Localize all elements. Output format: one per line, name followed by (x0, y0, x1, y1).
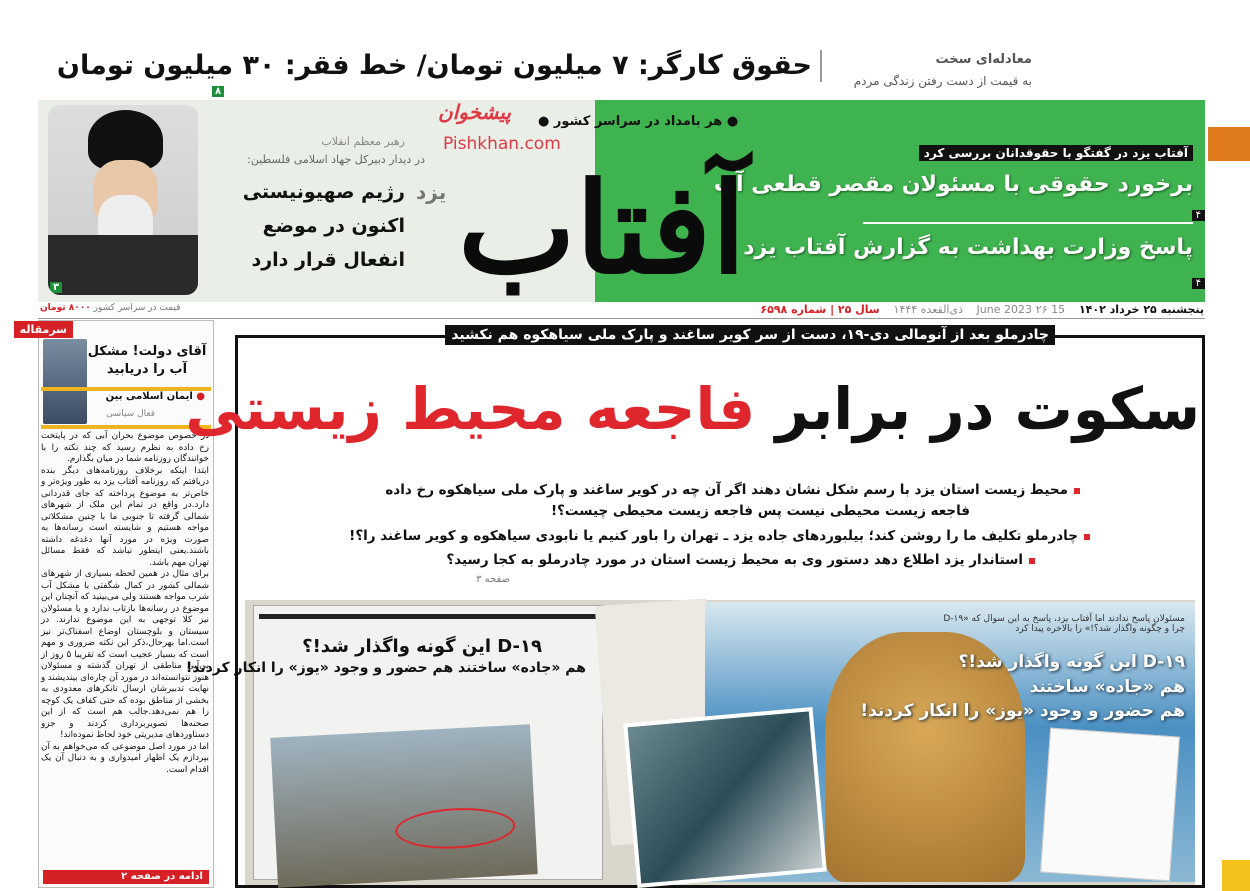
author-photo (43, 339, 87, 424)
dateline (750, 303, 1204, 316)
date-hijri: ۲۶ ذی‌القعده ۱۴۴۴ (893, 303, 1048, 316)
headline-line: D-۱۹ این گونه واگذار شد!؟ (958, 652, 1185, 672)
top-subtitle: به قیمت از دست رفتن زندگی مردم (853, 74, 1032, 88)
paragraph: ابتدا اینکه برخلاف روزنامه‌های دیگر بنده دریافتم که روزنامه آفتاب یزد به طور ویژه‌تر و خاص‌تر به موضوع پرداخته که جای قدردانی دارد.در واقع در تمام این ملک از شهرهای شمالی گرفته تا جنوبی ما با چنین مشکلاتی مواجه هستیم و شایسته است رسانه‌ها به صورت ویژه در مورد آنها دغدغه داشته باشند.یعنی اینطور نباشد که فقط مسائل تهران مهم باشد. (41, 465, 209, 568)
green-headline-1[interactable]: برخورد حقوقی با مسئولان مقصر قطعی آب (713, 172, 1193, 197)
bullet (385, 482, 1080, 498)
bullet-square-icon (1029, 558, 1035, 564)
headline-line: انفعال قرار دارد (251, 249, 405, 271)
logo-subtitle: یزد (416, 180, 447, 204)
lake-photo (623, 707, 827, 888)
corner-tab (1222, 860, 1250, 891)
newspaper-logo: آفتاب (458, 156, 746, 302)
leader-kicker: رهبر معظم انقلاب (321, 135, 405, 148)
column-title[interactable]: آقای دولت! مشکل آب را دریابید (87, 344, 207, 377)
top-headline[interactable]: حقوق کارگر: ۷ میلیون تومان/ خط فقر: ۳۰ میلیون تومان (57, 50, 822, 82)
photo-caption: مسئولان پاسخ ندادند اما آفتاب یزد، پاسخ به این سوال که «D-۱۹ چرا و چگونه واگذار شد؟!» را بالاخره پیدا کرد (943, 614, 1185, 634)
billboard-photo (270, 724, 537, 887)
story-photo-collage (185, 600, 1195, 885)
top-kicker: معادله‌ای سخت (935, 52, 1032, 67)
bullet-square-icon (1074, 488, 1080, 494)
masthead (38, 100, 1205, 302)
clipping-subheadline: هم «جاده» ساختند هم حضور و وجود «یوز» را انکار کردند! (185, 660, 586, 676)
price (40, 303, 180, 313)
newspaper-clipping (185, 605, 603, 880)
page-badge: ۸ (212, 86, 224, 97)
column-tag: سرمقاله (14, 321, 73, 338)
bullet-text: چادرملو تکلیف ما را روشن کند؛ بیلبوردهای جاده یزد ـ تهران را باور کنیم یا نابودی سیاهکوه و کویر ساغند را؟! (349, 528, 1078, 544)
leader-headline[interactable] (243, 175, 405, 277)
bullet-text: محیط زیست استان یزد با رسم شکل نشان دهند اگر آن چه در کویر ساغند و پارک ملی سیاهکوه رخ داده (385, 482, 1068, 498)
photo-headline (860, 650, 1185, 724)
highlight-circle (394, 805, 516, 851)
continue-link[interactable]: ادامه در صفحه ۲ (43, 870, 209, 884)
headline-red: فاجعه محیط زیستی (185, 375, 756, 443)
watermark-persian: پیشخوان (438, 100, 511, 124)
story-kicker: چادرملو بعد از آنومالی دی-۱۹، دست از سر کویر ساغند و پارک ملی سیاهکوه هم نکشید (445, 325, 1055, 345)
divider (38, 318, 1205, 319)
green-headline-2[interactable]: پاسخ وزارت بهداشت به گزارش آفتاب یزد (743, 235, 1193, 260)
bullet (446, 552, 1035, 568)
clipping-header-bar (259, 614, 599, 619)
leader-subkicker: در دیدار دبیرکل جهاد اسلامی فلسطین: (247, 153, 425, 166)
headline-line: رژیم صهیونیستی (242, 181, 405, 203)
page-badge: ۴ (1192, 278, 1205, 289)
document-photo (1040, 728, 1180, 882)
watermark: Pishkhan.com (443, 134, 561, 154)
bullet-continued: فاجعه زیست محیطی نیست پس فاجعه زیست محیطی چیست؟! (550, 503, 970, 519)
robe-shape (48, 235, 198, 295)
author-role: فعال سیاسی (106, 409, 155, 419)
bullet-square-icon (1084, 534, 1090, 540)
headline-black: سکوت در برابر (775, 375, 1200, 443)
price-label: قیمت در سراسر کشور (93, 303, 181, 313)
date-persian: پنجشنبه ۲۵ خرداد ۱۴۰۲ (1078, 303, 1204, 316)
page-badge: ۴ (1192, 210, 1205, 221)
page-badge: ۳ (50, 282, 62, 293)
headline-line: هم حضور و وجود «یوز» را انکار کردند! (860, 701, 1185, 722)
column-body (41, 431, 209, 776)
story-headline[interactable] (185, 375, 1200, 443)
daily-tagline: ● هر بامداد در سراسر کشور ● (538, 114, 739, 129)
clipping-headline: D-۱۹ این گونه واگذار شد!؟ (302, 636, 542, 657)
paragraph: برای مثال در همین لحظه بسیاری از شهرهای شمالی کشور در کمال شگفتی با مشکل آب شرب مواجه هستند ولی می‌بینید که آنچنان این موضوع در رسانه‌ها بازتاب ندارد و یا مسئولان نیز کلا توجهی به این موضوع ندارند. در سیستان و بلوچستان اوضاع اسفناک‌تر نیز است.اما بهرحال،ذکر این نکته ضروری و مهم است که بسیار عجیب است که تقریبا ۵ روز از بی‌آبی مناطقی از تهران گذشته و مسئولان هنوز نتوانسته‌اند در مورد آن چاره‌ای بیندیشند و نهایت تدبیرشان ارسال تانکرهای معدودی به بخشی از مناطق بوده که حتی کفاف یک کوچه را هم نمی‌دهد.جالب هم است که از این صحنه‌ها تصویربرداری کردند و جزو دستاوردهای مدیریتی خود لحاظ نموده‌اند! (41, 569, 209, 740)
green-kicker: آفتاب یزد در گفتگو با حقوقدانان بررسی کرد (919, 145, 1193, 161)
column-author: ● ایمان اسلامی بین (106, 391, 205, 402)
leader-photo (48, 105, 198, 295)
price-value: ۸۰۰۰ تومان (40, 303, 91, 313)
divider (863, 222, 1193, 224)
paragraph: اما در مورد اصل موضوعی که می‌خواهم به آن بپردازم یک اظهار امیدواری و به دنبال آن یک اقدام است. (41, 741, 209, 775)
date-gregorian: 15 June 2023 (976, 303, 1066, 316)
page-reference: صفحه ۳ (476, 574, 510, 585)
paragraph: در خصوص موضوع بحران آبی که در پایتخت رخ داده به نظرم رسید که چند نکته را با خوانندگان روزنامه شما در میان بگذارم. (41, 431, 209, 464)
corner-tab (1208, 127, 1250, 161)
headline-line: هم «جاده» ساختند (1029, 676, 1185, 697)
bullet (349, 528, 1090, 544)
issue-number: سال ۲۵ | شماره ۶۵۹۸ (760, 303, 880, 316)
bullet-text: استاندار یزد اطلاع دهد دستور وی به محیط زیست استان در مورد چادرملو به کجا رسید؟ (446, 552, 1023, 568)
headline-line: اکنون در موضع (262, 215, 405, 237)
